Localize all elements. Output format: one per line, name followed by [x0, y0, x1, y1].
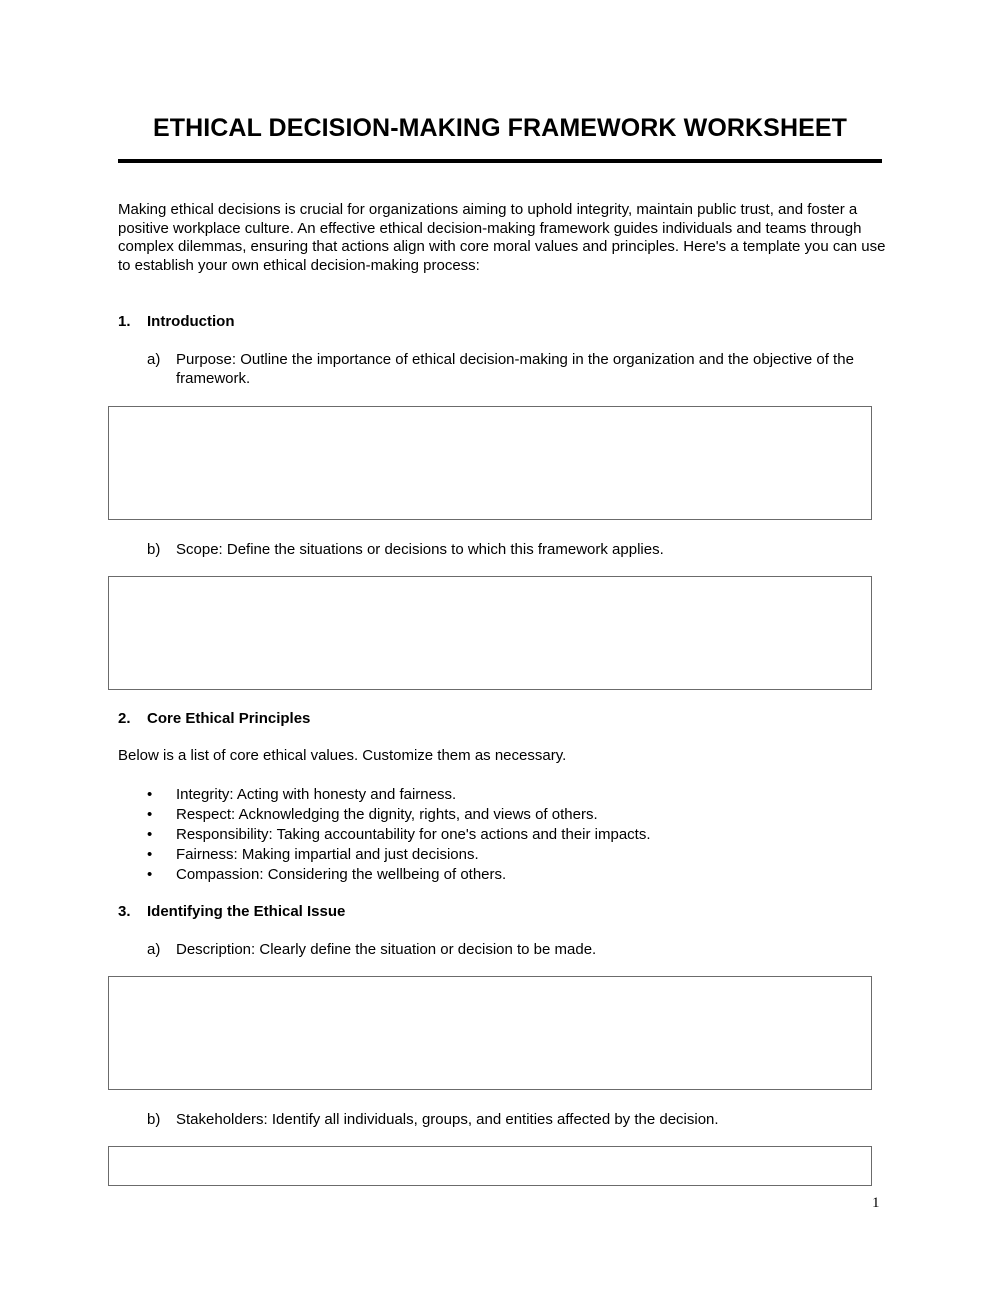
section-title: Identifying the Ethical Issue — [147, 903, 346, 920]
page-number: 1 — [872, 1195, 880, 1211]
item-letter: a) — [147, 941, 161, 958]
bullet-icon: • — [147, 846, 153, 863]
page-title: ETHICAL DECISION-MAKING FRAMEWORK WORKSHEET — [152, 114, 848, 142]
section-number: 3. — [118, 903, 131, 920]
intro-paragraph: Making ethical decisions is crucial for organizations aiming to uphold integrity, maintain public trust, and foster a positive workplace culture. An effective ethical decision-making framework guides individuals and teams through complex dilemmas, ensuring that actions align with core moral values and principles. Here's a template you can use to establish your own ethical decision-making process: — [118, 201, 886, 274]
item-text: Scope: Define the situations or decisions to which this framework applies. — [176, 541, 664, 558]
stakeholders-answer-box[interactable] — [108, 1146, 872, 1186]
section-number: 1. — [118, 313, 131, 330]
list-item-text: Fairness: Making impartial and just decisions. — [176, 846, 479, 863]
item-letter: b) — [147, 1111, 161, 1128]
scope-answer-box[interactable] — [108, 576, 872, 690]
section-title: Introduction — [147, 313, 235, 330]
principles-lead-text: Below is a list of core ethical values. Customize them as necessary. — [118, 747, 567, 764]
item-letter: b) — [147, 541, 161, 558]
bullet-icon: • — [147, 786, 153, 803]
bullet-icon: • — [147, 826, 153, 843]
item-text: Description: Clearly define the situation or decision to be made. — [176, 941, 597, 958]
list-item — [118, 865, 651, 885]
list-item-text: Responsibility: Taking accountability for one's actions and their impacts. — [176, 826, 651, 843]
principles-list — [118, 785, 651, 885]
bullet-icon: • — [147, 866, 153, 883]
list-item — [118, 785, 651, 805]
title-divider — [118, 159, 882, 163]
description-answer-box[interactable] — [108, 976, 872, 1090]
list-item-text: Compassion: Considering the wellbeing of others. — [176, 866, 507, 883]
purpose-answer-box[interactable] — [108, 406, 872, 520]
list-item — [118, 845, 651, 865]
list-item — [118, 805, 651, 825]
section-number: 2. — [118, 710, 131, 727]
item-letter: a) — [147, 351, 161, 368]
item-text: Purpose: Outline the importance of ethical decision-making in the organization and the objective of the framework. — [176, 351, 854, 387]
list-item — [118, 825, 651, 845]
list-item-text: Integrity: Acting with honesty and fairness. — [176, 786, 457, 803]
item-text: Stakeholders: Identify all individuals, groups, and entities affected by the decision. — [176, 1111, 719, 1128]
section-title: Core Ethical Principles — [147, 710, 311, 727]
bullet-icon: • — [147, 806, 153, 823]
list-item-text: Respect: Acknowledging the dignity, rights, and views of others. — [176, 806, 598, 823]
